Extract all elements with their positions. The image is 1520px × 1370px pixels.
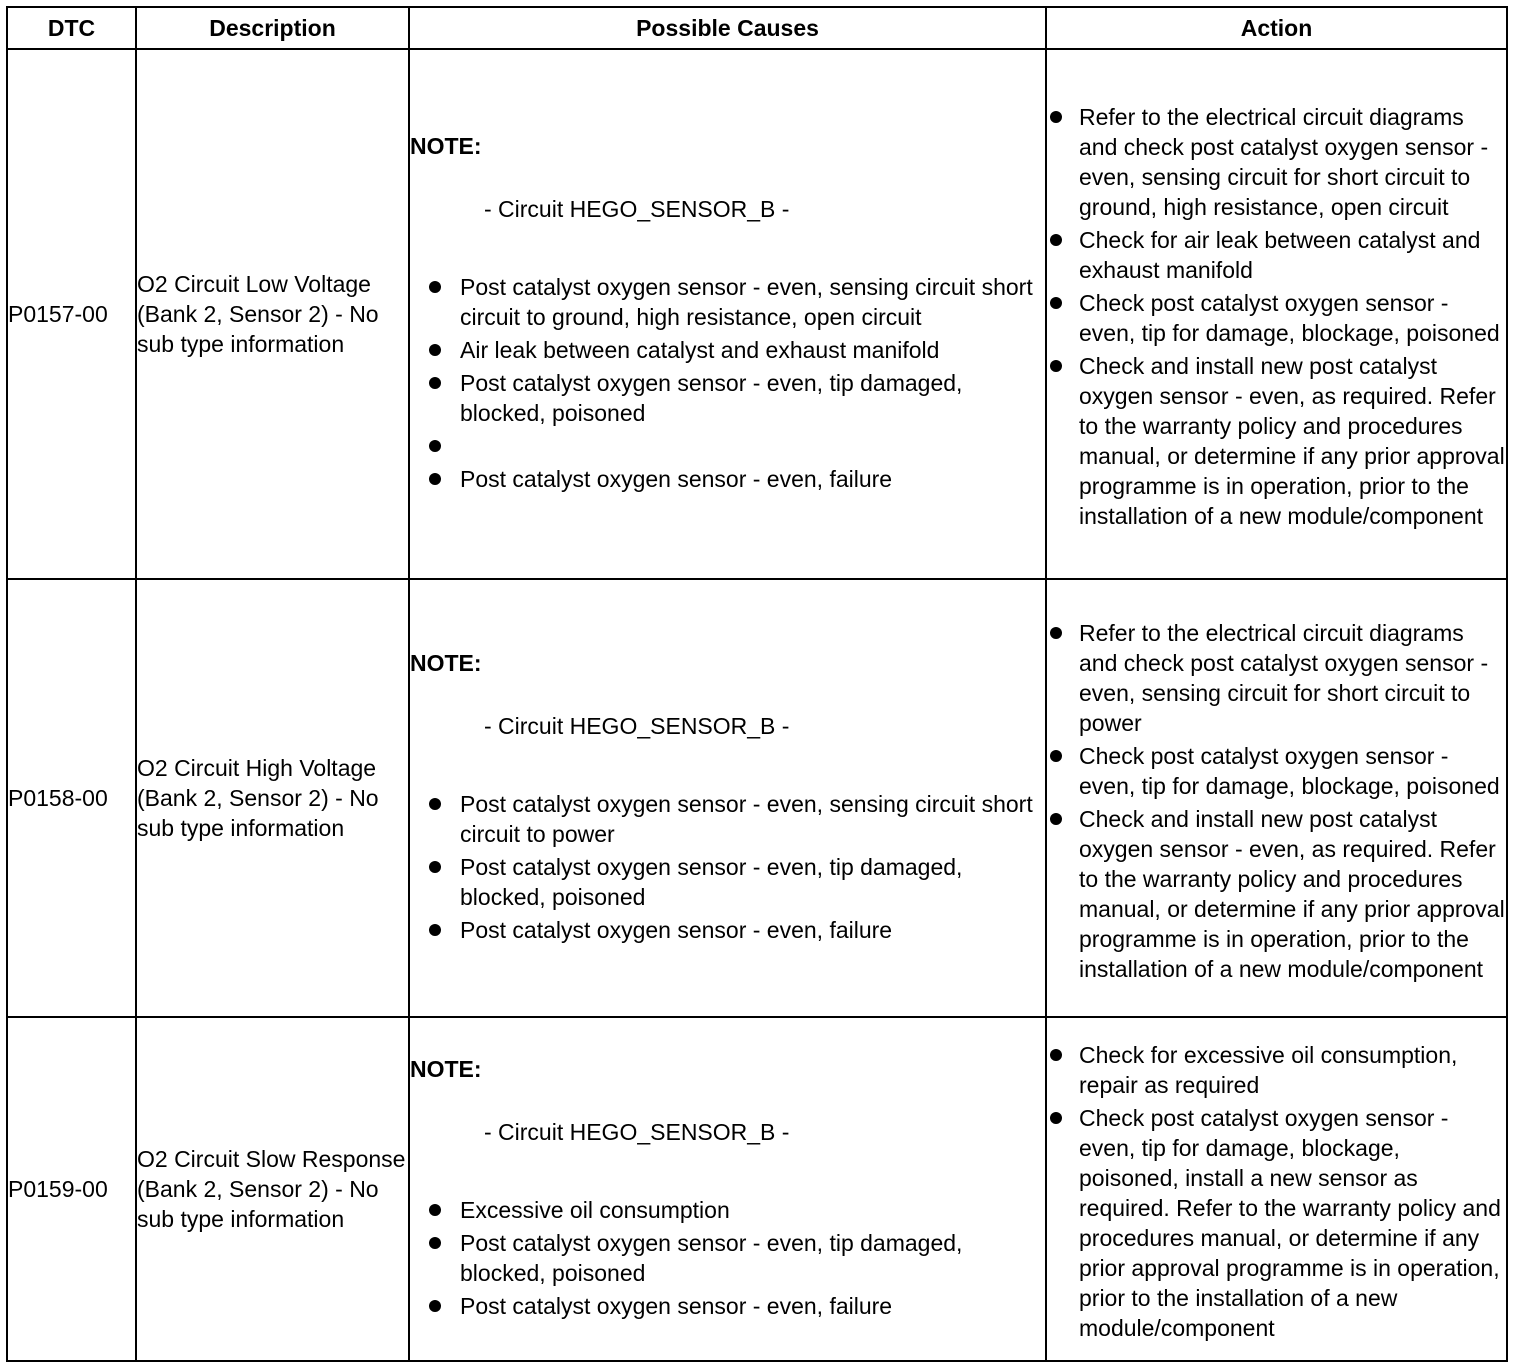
list-item <box>410 335 1045 365</box>
action-text: Check for excessive oil consumption, repair as required <box>1079 1042 1458 1098</box>
bullet-icon <box>429 861 441 873</box>
actions-list <box>1047 618 1506 984</box>
list-item <box>1047 804 1506 984</box>
list-item <box>410 272 1045 332</box>
bullet-icon <box>1050 1112 1062 1124</box>
bullet-icon <box>429 440 441 452</box>
action-cell <box>1046 49 1507 579</box>
list-item <box>1047 1103 1506 1343</box>
header-dtc: DTC <box>7 7 136 49</box>
actions-list <box>1047 1040 1506 1343</box>
bullet-icon <box>429 377 441 389</box>
bullet-icon <box>429 281 441 293</box>
causes-list <box>410 789 1045 945</box>
bullet-icon <box>429 1204 441 1216</box>
bullet-icon <box>1050 1049 1062 1061</box>
list-item <box>410 789 1045 849</box>
dtc-code: P0159-00 <box>7 1017 136 1361</box>
list-item <box>1047 741 1506 801</box>
dtc-description: O2 Circuit Slow Response (Bank 2, Sensor 2) - No sub type information <box>136 1017 409 1361</box>
action-text: Check post catalyst oxygen sensor - even, tip for damage, blockage, poisoned <box>1079 290 1500 346</box>
list-item <box>410 1228 1045 1288</box>
dtc-table <box>6 6 1508 1362</box>
actions-list <box>1047 102 1506 531</box>
action-text: Check post catalyst oxygen sensor - even, tip for damage, blockage, poisoned <box>1079 742 1500 799</box>
bullet-icon <box>1050 297 1062 309</box>
list-item <box>410 1195 1045 1225</box>
dtc-code: P0157-00 <box>7 49 136 579</box>
table-row <box>7 1017 1507 1361</box>
note-label: NOTE: <box>410 1056 482 1082</box>
table-row <box>7 579 1507 1017</box>
bullet-icon <box>1050 627 1062 639</box>
bullet-icon <box>429 1237 441 1249</box>
action-text: Check and install new post catalyst oxygen sensor - even, as required. Refer to the warranty policy and procedures manual, or determine if any prior approval programme is in operation, prior to the installation of a new module/component <box>1079 805 1505 982</box>
circuit-name: - Circuit HEGO_SENSOR_B - <box>484 713 790 739</box>
action-text: Refer to the electrical circuit diagrams and check post catalyst oxygen sensor - even, sensing circuit for short circuit to power <box>1079 619 1489 736</box>
list-item <box>1047 288 1506 348</box>
action-text: Check for air leak between catalyst and exhaust manifold <box>1079 227 1481 283</box>
header-row <box>7 7 1507 49</box>
cause-text: Post catalyst oxygen sensor - even, tip damaged, blocked, poisoned <box>460 1230 963 1286</box>
list-item <box>410 915 1045 945</box>
header-action: Action <box>1046 7 1507 49</box>
cause-text: Post catalyst oxygen sensor - even, sensing circuit short circuit to power <box>460 791 1033 847</box>
dtc-description: O2 Circuit High Voltage (Bank 2, Sensor 2) - No sub type information <box>136 579 409 1017</box>
possible-causes-cell <box>409 1017 1046 1361</box>
dtc-code: P0158-00 <box>7 579 136 1017</box>
cause-text: Post catalyst oxygen sensor - even, sensing circuit short circuit to ground, high resistance, open circuit <box>460 274 1033 330</box>
circuit-name: - Circuit HEGO_SENSOR_B - <box>484 196 790 222</box>
circuit-name: - Circuit HEGO_SENSOR_B - <box>484 1119 790 1145</box>
bullet-icon <box>1050 750 1062 762</box>
action-cell <box>1046 579 1507 1017</box>
cause-text: Post catalyst oxygen sensor - even, failure <box>460 917 893 943</box>
bullet-icon <box>429 344 441 356</box>
bullet-icon <box>429 798 441 810</box>
cause-text: Air leak between catalyst and exhaust manifold <box>460 337 940 363</box>
bullet-icon <box>429 924 441 936</box>
action-text: Refer to the electrical circuit diagrams and check post catalyst oxygen sensor - even, sensing circuit for short circuit to ground, high resistance, open circuit <box>1079 104 1489 220</box>
list-item <box>1047 1040 1506 1100</box>
note-label: NOTE: <box>410 650 482 676</box>
list-item <box>410 464 1045 494</box>
header-description: Description <box>136 7 409 49</box>
action-text: Check post catalyst oxygen sensor - even, tip for damage, blockage, poisoned, install a new sensor as required. Refer to the warranty policy and procedures manual, or determine if any prior approval programme is in operation, prior to the installation of a new module/component <box>1079 1105 1501 1341</box>
causes-list <box>410 1195 1045 1321</box>
cause-text: Post catalyst oxygen sensor - even, failure <box>460 1293 893 1319</box>
bullet-icon <box>1050 360 1062 372</box>
list-item <box>1047 225 1506 285</box>
bullet-icon <box>429 1300 441 1312</box>
dtc-description: O2 Circuit Low Voltage (Bank 2, Sensor 2) - No sub type information <box>136 49 409 579</box>
list-item <box>410 1291 1045 1321</box>
header-possible-causes: Possible Causes <box>409 7 1046 49</box>
possible-causes-cell <box>409 49 1046 579</box>
causes-list <box>410 272 1045 494</box>
table-row <box>7 49 1507 579</box>
list-item <box>1047 351 1506 531</box>
list-item <box>410 431 1045 461</box>
action-cell <box>1046 1017 1507 1361</box>
action-text: Check and install new post catalyst oxygen sensor - even, as required. Refer to the warranty policy and procedures manual, or determine if any prior approval programme is in operation, prior to the installation of a new module/component <box>1079 353 1505 529</box>
list-item <box>1047 102 1506 222</box>
possible-causes-cell <box>409 579 1046 1017</box>
cause-text: Post catalyst oxygen sensor - even, failure <box>460 466 893 492</box>
bullet-icon <box>1050 111 1062 123</box>
bullet-icon <box>1050 813 1062 825</box>
bullet-icon <box>1050 234 1062 246</box>
cause-text: Excessive oil consumption <box>460 1197 730 1223</box>
cause-text: Post catalyst oxygen sensor - even, tip damaged, blocked, poisoned <box>460 370 963 426</box>
note-label: NOTE: <box>410 133 482 159</box>
list-item <box>1047 618 1506 738</box>
list-item <box>410 852 1045 912</box>
list-item <box>410 368 1045 428</box>
bullet-icon <box>429 473 441 485</box>
cause-text: Post catalyst oxygen sensor - even, tip damaged, blocked, poisoned <box>460 854 963 910</box>
